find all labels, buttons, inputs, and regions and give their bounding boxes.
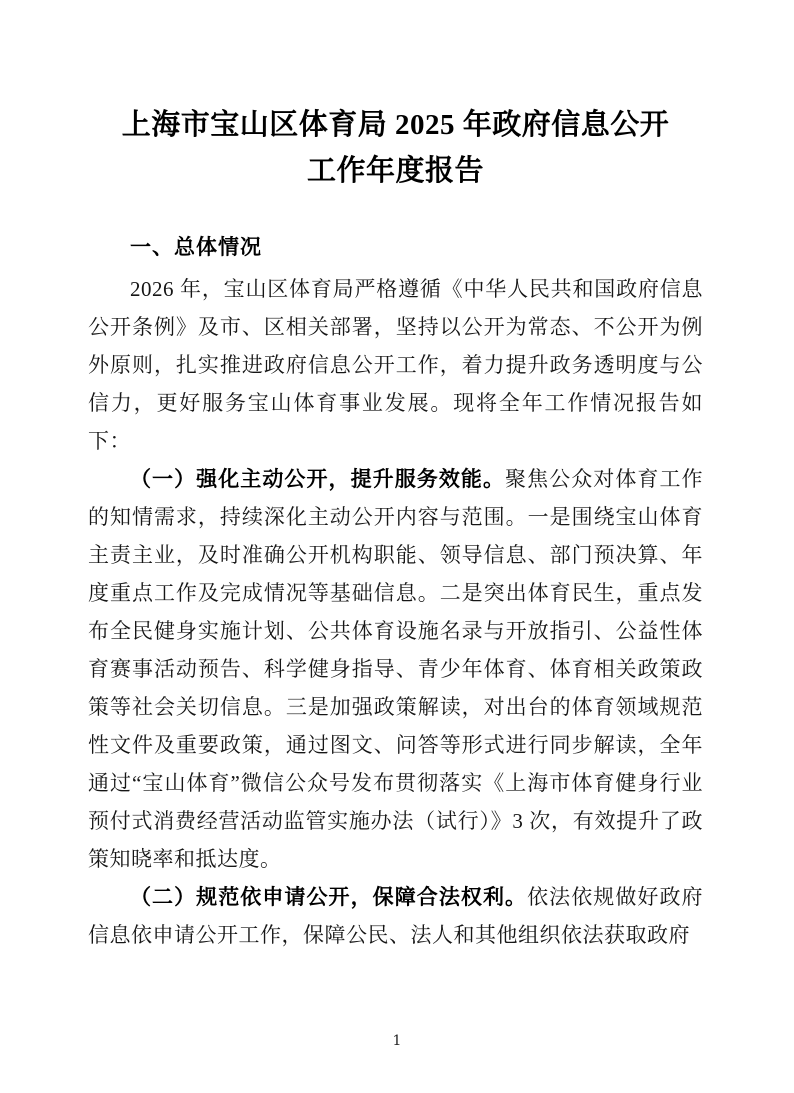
document-title <box>88 102 703 194</box>
paragraph-proactive-disclosure <box>88 460 703 878</box>
paragraph-text: 依法依规做好政府信息依申请公开工作，保障公民、法人和其他组织依法获取政府 <box>88 885 704 947</box>
paragraph-disclosure-on-request <box>88 878 703 954</box>
document-body <box>88 270 703 954</box>
document-title-line1: 上海市宝山区体育局 2025 年政府信息公开 <box>121 109 670 141</box>
paragraph-text: 聚焦公众对体育工作的知情需求，持续深化主动公开内容与范围。一是围绕宝山体育主责主业，及时准确公开机构职能、领导信息、部门预决算、年度重点工作及完成情况等基础信息。二是突出体育民生，重点发布全民健身实施计划、公共体育设施名录与开放指引、公益性体育赛事活动预告、科学健身指导、青少年体育、体育相关政策政策等社会关切信息。三是加强政策解读，对出台的体育领域规范性文件及重要政策，通过图文、问答等形式进行同步解读，全年通过“宝山体育”微信公众号发布贯彻落实《上海市体育健身行业预付式消费经营活动监管实施办法（试行）》3 次，有效提升了政策知晓率和抵达度。 <box>88 467 704 871</box>
document-title-line2: 工作年度报告 <box>306 155 484 187</box>
paragraph-lead: （一）强化主动公开，提升服务效能。 <box>130 467 506 491</box>
page-number: 1 <box>392 1033 402 1049</box>
section-heading: 一、总体情况 <box>130 236 262 259</box>
paragraph-text: 2026 年，宝山区体育局严格遵循《中华人民共和国政府信息公开条例》及市、区相关部署，坚持以公开为常态、不公开为例外原则，扎实推进政府信息公开工作，着力提升政务透明度与公信力，更好服务宝山体育事业发展。现将全年工作情况报告如下： <box>88 277 703 453</box>
paragraph-lead: （二）规范依申请公开，保障合法权利。 <box>130 885 528 909</box>
paragraph-overview <box>88 270 703 460</box>
